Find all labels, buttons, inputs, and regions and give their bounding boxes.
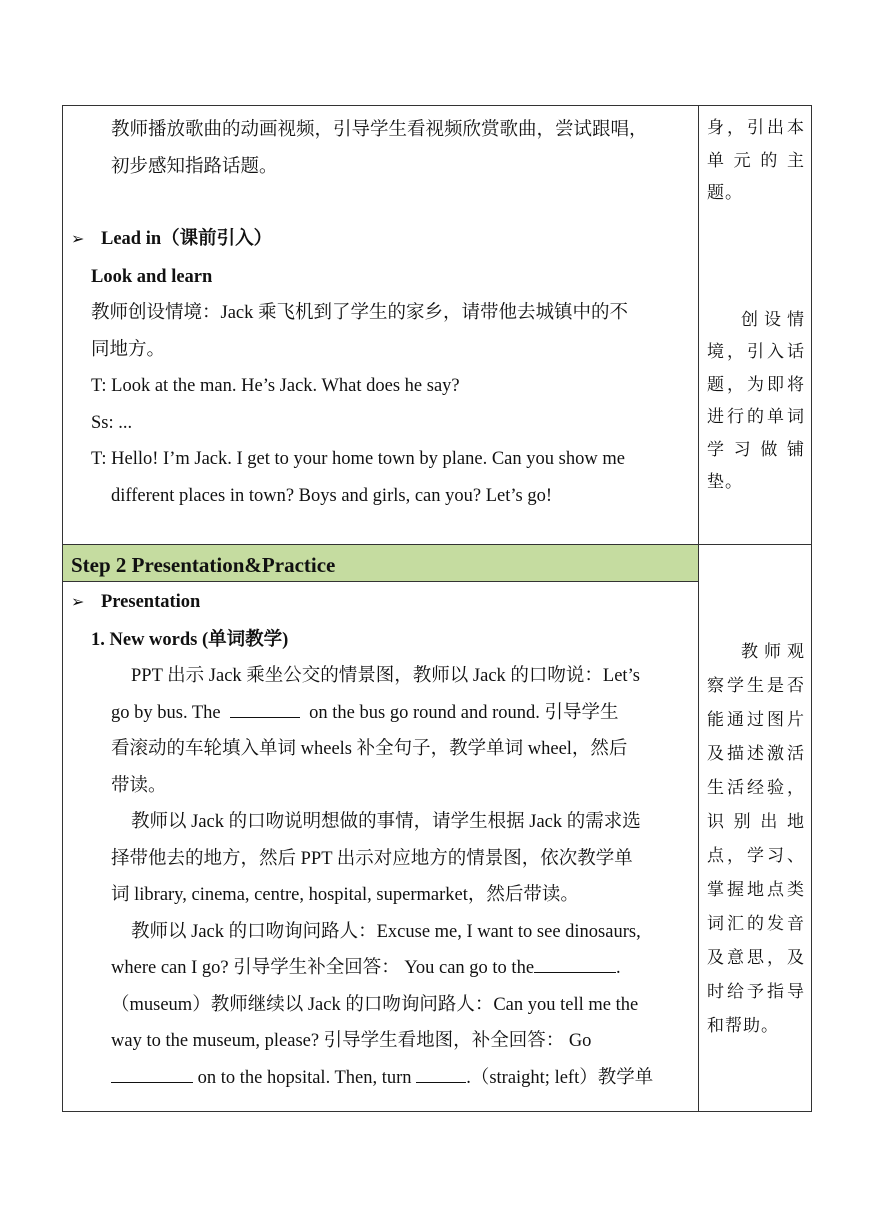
fill-blank <box>230 701 300 718</box>
text-line: on to the hopsital. Then, turn .（straight; left）教学单 <box>63 1060 698 1097</box>
text-line: different places in town? Boys and girls, can you? Let’s go! <box>111 485 552 506</box>
text-line: 择带他去的地方，然后 PPT 出示对应地方的情景图，依次教学单 <box>111 848 633 869</box>
note-mid: 创设情境，引入话题，为即将进行的单词学习做铺垫。 <box>707 309 805 491</box>
table-row <box>63 545 812 1112</box>
activity-cell <box>63 106 699 545</box>
note-top: 身，引出本单元的主题。 <box>707 118 805 202</box>
text-line: 词 library, cinema, centre, hospital, supermarket，然后带读。 <box>111 885 579 905</box>
text-line: 初步感知指路话题。 <box>111 156 278 177</box>
activity-cell <box>63 545 699 1112</box>
note-step2: 教师观察学生是否能通过图片及描述激活生活经验，识别出地点，学习、掌握地点类词汇的发音及意思，及时给予指导和帮助。 <box>707 642 805 1035</box>
text-line: （museum）教师继续以 Jack 的口吻询问路人：Can you tell me the <box>111 994 639 1015</box>
text-line: 同地方。 <box>91 339 166 360</box>
lesson-plan-table <box>62 105 812 1112</box>
arrow-bullet-icon: ➢ <box>71 594 85 611</box>
text-line: 教师播放歌曲的动画视频，引导学生看视频欣赏歌曲，尝试跟唱， <box>111 120 648 140</box>
note-cell <box>699 545 812 1112</box>
presentation-heading: ➢ Presentation <box>63 584 698 622</box>
lead-in-heading: ➢ Lead in（课前引入） <box>63 221 698 259</box>
text-line: T: Hello! I’m Jack. I get to your home town by plane. Can you show me <box>91 449 625 469</box>
text-line: Ss: ... <box>91 412 133 433</box>
text-line: 带读。 <box>111 775 167 796</box>
text-line: go by bus. The on the bus go round and round. 引导学生 <box>111 702 619 723</box>
spacer <box>63 185 698 221</box>
text-line: T: Look at the man. He’s Jack. What does he say? <box>91 376 460 396</box>
table-row <box>63 106 812 545</box>
text-line: 教师创设情境：Jack 乘飞机到了学生的家乡，请带他去城镇中的不 <box>91 303 628 323</box>
fill-blank <box>534 956 616 973</box>
look-and-learn-heading: Look and learn <box>91 266 213 287</box>
text-line: where can I go? 引导学生补全回答： You can go to the . <box>111 958 621 978</box>
text-line: 教师以 Jack 的口吻询问路人：Excuse me, I want to see dinosaurs, <box>131 921 641 942</box>
fill-blank <box>416 1066 466 1083</box>
new-words-heading: 1. New words (单词教学) <box>91 629 289 650</box>
arrow-bullet-icon: ➢ <box>71 231 85 248</box>
text-line: 教师以 Jack 的口吻说明想做的事情，请学生根据 Jack 的需求选 <box>131 812 641 832</box>
text-line: PPT 出示 Jack 乘坐公交的情景图，教师以 Jack 的口吻说：Let’s <box>131 666 640 686</box>
fill-blank <box>111 1066 193 1083</box>
text-line: 看滚动的车轮填入单词 wheels 补全句子，教学单词 wheel，然后 <box>111 739 628 759</box>
text-line: way to the museum, please? 引导学生看地图，补全回答： Go <box>111 1031 592 1051</box>
note-cell <box>699 106 812 545</box>
step-heading: Step 2 Presentation&Practice <box>63 545 698 582</box>
